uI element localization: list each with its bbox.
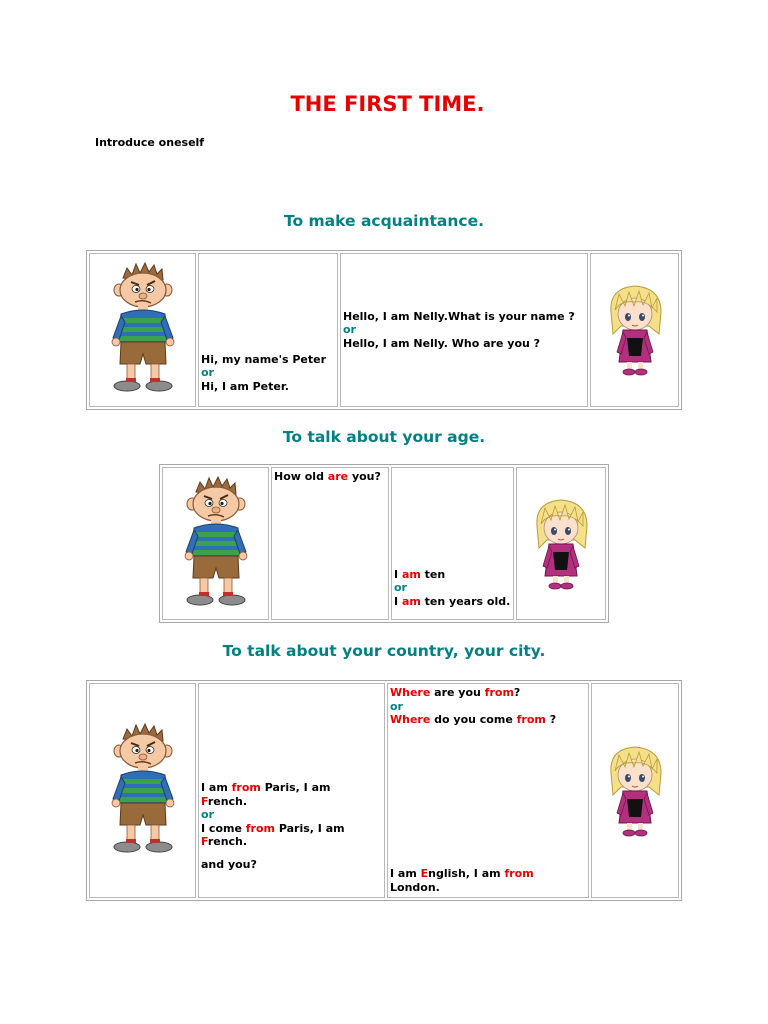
section-heading-age: To talk about your age. xyxy=(282,428,486,446)
country-boy-line-1: I am from Paris, I am xyxy=(201,781,331,794)
girl-nelly-icon xyxy=(603,743,667,839)
age-table xyxy=(159,464,609,623)
boy-cell xyxy=(89,253,196,407)
country-girl-q-1: Where are you from? xyxy=(390,686,521,699)
boy-line-1: Hi, my name's Peter xyxy=(201,352,327,366)
page-title: THE FIRST TIME. xyxy=(290,92,485,116)
boy-peter-icon xyxy=(105,260,181,400)
girl-cell xyxy=(590,253,679,407)
boy-cell xyxy=(162,467,269,620)
or-label: or xyxy=(394,581,407,594)
country-girl-a-2: London. xyxy=(390,880,440,894)
or-label: or xyxy=(390,699,403,713)
and-you-line: and you? xyxy=(201,857,257,871)
country-girl-a-1: I am English, I am from xyxy=(390,867,534,880)
girl-cell xyxy=(516,467,606,620)
section-heading-country: To talk about your country, your city. xyxy=(222,642,546,660)
or-label: or xyxy=(201,366,214,379)
or-label: or xyxy=(343,323,356,337)
girl-line-1: Hello, I am Nelly.What is your name ? xyxy=(343,309,575,323)
boy-speech-cell xyxy=(198,253,338,407)
boy-peter-icon xyxy=(105,721,181,861)
country-boy-line-3: I come from Paris, I am xyxy=(201,821,345,835)
acquaintance-table xyxy=(86,250,682,410)
age-question: How old are you? xyxy=(274,470,381,483)
age-answer-2: I am ten years old. xyxy=(394,594,511,608)
country-boy-line-2: French. xyxy=(201,794,248,808)
boy-peter-icon xyxy=(178,474,254,614)
age-answer-1: I am ten xyxy=(394,567,446,581)
girl-cell xyxy=(591,683,679,898)
girl-nelly-icon xyxy=(529,496,593,592)
age-answer-cell xyxy=(391,467,514,620)
boy-cell xyxy=(89,683,196,898)
country-boy-cell xyxy=(198,683,385,898)
boy-line-2: Hi, I am Peter. xyxy=(201,379,289,393)
section-heading-acquaintance: To make acquaintance. xyxy=(283,212,485,230)
age-question-cell xyxy=(271,467,389,620)
country-girl-cell xyxy=(387,683,589,898)
girl-speech-cell xyxy=(340,253,588,407)
or-label: or xyxy=(201,808,214,821)
intro-text: Introduce oneself xyxy=(95,136,205,149)
girl-nelly-icon xyxy=(603,282,667,378)
girl-line-2: Hello, I am Nelly. Who are you ? xyxy=(343,336,541,350)
country-table xyxy=(86,680,682,901)
country-girl-q-2: Where do you come from ? xyxy=(390,713,557,726)
country-boy-line-4: French. xyxy=(201,835,248,848)
